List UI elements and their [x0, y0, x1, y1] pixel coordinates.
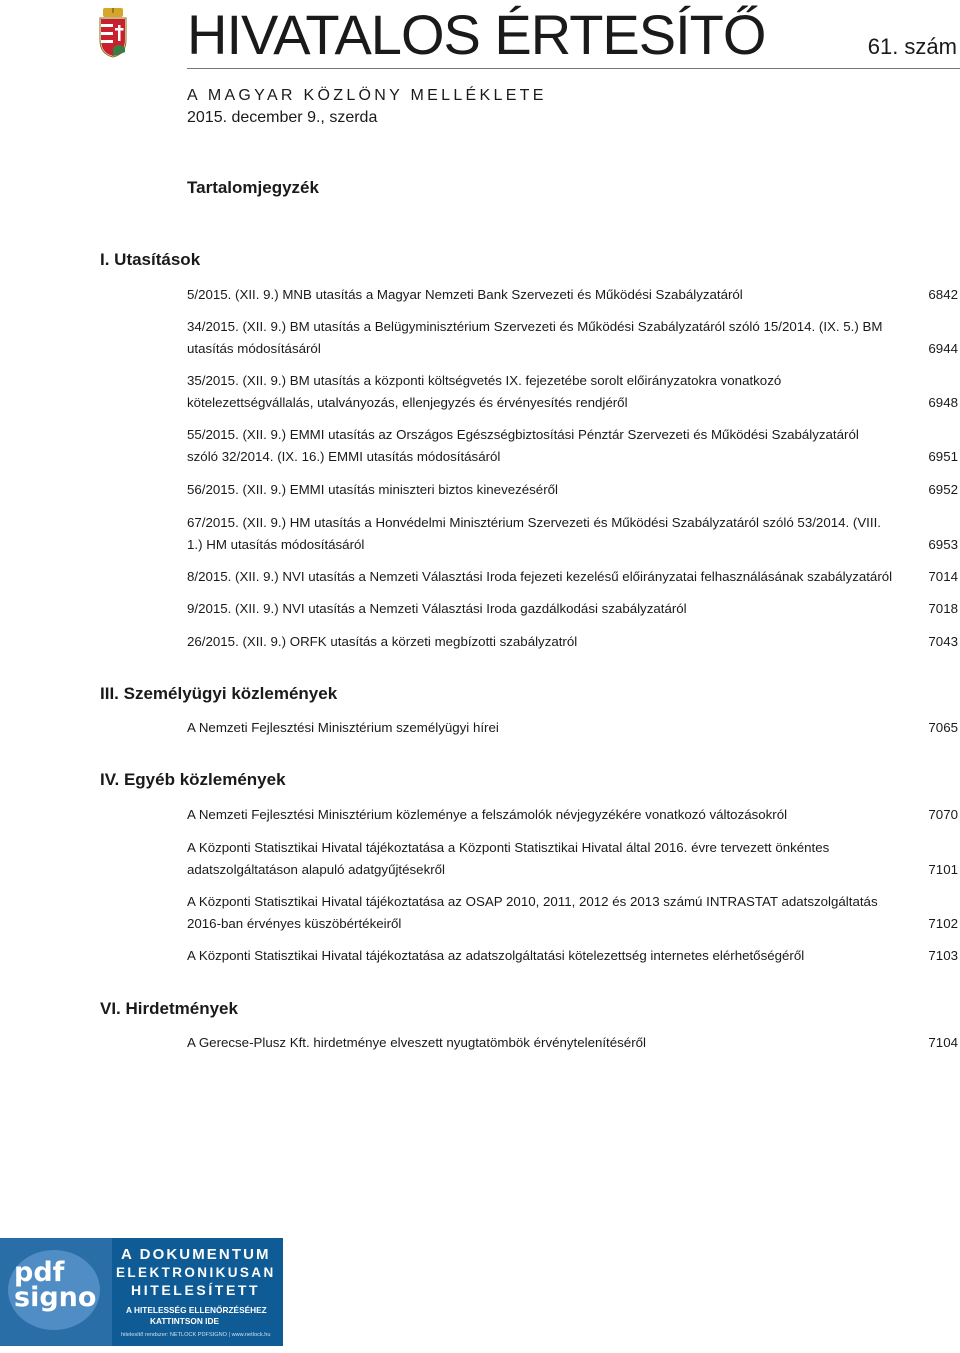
hungarian-coat-of-arms-icon: [98, 8, 128, 58]
badge-line-4: A HITELESSÉG ELLENŐRZÉSÉHEZ: [126, 1305, 267, 1315]
toc-entry-page: 7018: [928, 601, 958, 616]
toc-entry-page: 7065: [928, 720, 958, 735]
toc-entry[interactable]: [187, 566, 958, 588]
toc-entry[interactable]: [187, 479, 958, 501]
toc-entry-text: 8/2015. (XII. 9.) NVI utasítás a Nemzeti Választási Iroda fejezeti kezelésű előirányzatai felhasználásának szabályzatáról: [187, 569, 893, 584]
toc-entry[interactable]: [187, 1032, 958, 1054]
toc-entry-page: 7070: [928, 807, 958, 822]
toc-entry-page: 7014: [928, 569, 958, 584]
toc-entry-page: 7043: [928, 634, 958, 649]
badge-line-2: ELEKTRONIKUSAN: [116, 1265, 276, 1280]
toc-entry[interactable]: [187, 945, 958, 967]
badge-line-3: HITELESÍTETT: [131, 1282, 261, 1298]
section-heading-hirdetmenyek: VI. Hirdetmények: [100, 999, 238, 1018]
toc-entry-text: 9/2015. (XII. 9.) NVI utasítás a Nemzeti Választási Iroda gazdálkodási szabályzatáról: [187, 601, 687, 616]
pdfsigno-logo: pdf signo: [14, 1257, 97, 1313]
toc-entry[interactable]: [187, 316, 958, 360]
toc-entry-page: 7104: [928, 1035, 958, 1050]
publication-title: HIVATALOS ÉRTESÍTŐ: [187, 3, 766, 66]
toc-entry-page: 7102: [928, 916, 958, 931]
toc-entry-page: 7101: [928, 862, 958, 877]
badge-click-link[interactable]: KATTINTSON IDE: [150, 1316, 219, 1326]
toc-entry-text: A Központi Statisztikai Hivatal tájékoztatása az OSAP 2010, 2011, 2012 és 2013 számú INTRASTAT adatszolgáltatás 2016-ban érvényes küszöbértékeiről: [187, 894, 878, 931]
issue-number: 61. szám: [867, 34, 957, 59]
toc-entry[interactable]: [187, 891, 958, 935]
toc-entry-text: 5/2015. (XII. 9.) MNB utasítás a Magyar Nemzeti Bank Szervezeti és Működési Szabályzatáról: [187, 287, 743, 302]
toc-entry[interactable]: [187, 424, 958, 468]
toc-entry-text: 34/2015. (XII. 9.) BM utasítás a Belügyminisztérium Szervezeti és Működési Szabályzatáról szóló 15/2014. (IX. 5.) BM utasítás módosításáról: [187, 319, 883, 356]
header-divider: [187, 68, 960, 69]
toc-entry-page: 6842: [928, 287, 958, 302]
toc-entry-text: 26/2015. (XII. 9.) ORFK utasítás a körzeti megbízotti szabályzatról: [187, 634, 578, 649]
electronic-signature-badge[interactable]: [0, 1238, 283, 1346]
toc-entry-page: 7103: [928, 948, 958, 963]
badge-provider-line: hitelesítő rendszer: NETLOCK PDFSIGNO | www.netlock.hu: [121, 1332, 271, 1338]
badge-logo-panel: [0, 1238, 112, 1346]
toc-entry-text: 67/2015. (XII. 9.) HM utasítás a Honvédelmi Minisztérium Szervezeti és Működési Szabályzatáról szóló 53/2014. (VIII. 1.) HM utasítás módosításáról: [187, 515, 881, 552]
toc-entry-text: A Nemzeti Fejlesztési Minisztérium személyügyi hírei: [187, 720, 499, 735]
toc-entry[interactable]: [187, 512, 958, 556]
toc-entry-page: 6944: [928, 341, 958, 356]
toc-entry-page: 6953: [928, 537, 958, 552]
badge-line-1: A DOKUMENTUM: [121, 1246, 271, 1263]
section-heading-egyeb: IV. Egyéb közlemények: [100, 770, 286, 789]
toc-entry[interactable]: [187, 804, 958, 826]
toc-entry-text: A Központi Statisztikai Hivatal tájékoztatása a Központi Statisztikai Hivatal által 2016. évre tervezett önkéntes adatszolgáltatáson alapuló adatgyűjtésekről: [187, 840, 830, 877]
toc-title: Tartalomjegyzék: [187, 178, 319, 197]
toc-entry-text: 55/2015. (XII. 9.) EMMI utasítás az Országos Egészségbiztosítási Pénztár Szervezeti és Működési Szabályzatáról szóló 32/2014. (IX. 16.) EMMI utasítás módosításáról: [187, 427, 859, 464]
section-heading-utasitasok: I. Utasítások: [100, 250, 201, 269]
toc-entry[interactable]: [187, 717, 958, 739]
toc-entry-text: A Központi Statisztikai Hivatal tájékoztatása az adatszolgáltatási kötelezettség internetes elérhetőségéről: [187, 948, 805, 963]
toc-entry[interactable]: [187, 631, 958, 653]
toc-entry[interactable]: [187, 837, 958, 881]
toc-entry[interactable]: [187, 598, 958, 620]
toc-entry-text: 35/2015. (XII. 9.) BM utasítás a központi költségvetés IX. fejezetébe sorolt előirányzatokra vonatkozó kötelezettségvállalás, utalványozás, ellenjegyzés és érvényesítés rendjéről: [187, 373, 782, 410]
toc-entry[interactable]: [187, 370, 958, 414]
toc-entry-page: 6948: [928, 395, 958, 410]
toc-entry-text: 56/2015. (XII. 9.) EMMI utasítás miniszteri biztos kinevezéséről: [187, 482, 558, 497]
publication-subtitle: A MAGYAR KÖZLÖNY MELLÉKLETE: [187, 87, 547, 104]
publication-date: 2015. december 9., szerda: [187, 109, 378, 126]
toc-entry[interactable]: [187, 284, 958, 306]
toc-entry-page: 6951: [928, 449, 958, 464]
toc-entry-text: A Nemzeti Fejlesztési Minisztérium közleménye a felszámolók névjegyzékére vonatkozó változásokról: [187, 807, 788, 822]
toc-entry-text: A Gerecse-Plusz Kft. hirdetménye elveszett nyugtatömbök érvénytelenítéséről: [187, 1035, 646, 1050]
toc-entry-page: 6952: [928, 482, 958, 497]
section-heading-szemelyugyi: III. Személyügyi közlemények: [100, 684, 338, 703]
